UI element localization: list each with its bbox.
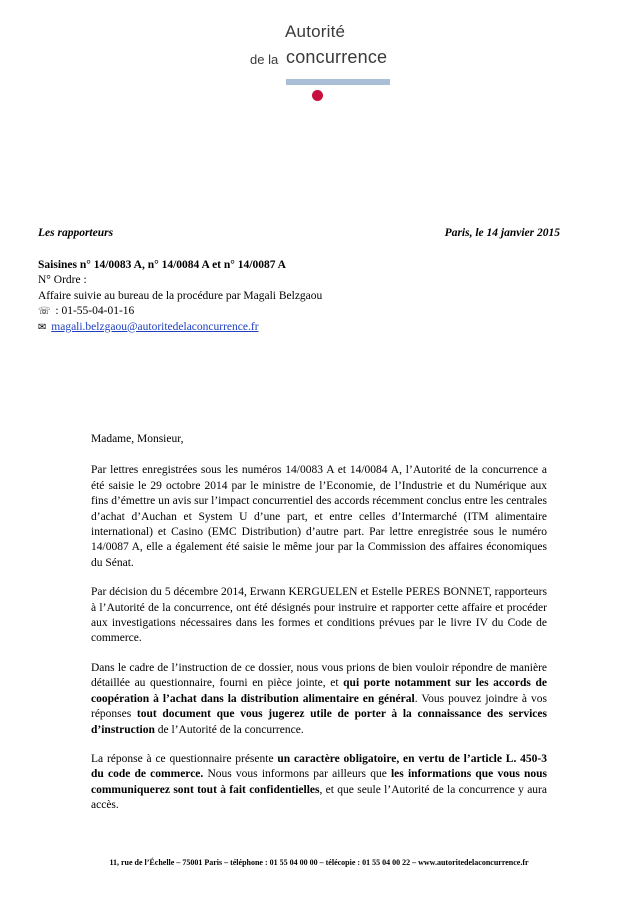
- phone-line: [38, 304, 578, 319]
- paragraph-4: [91, 752, 547, 814]
- reference-block: [38, 258, 578, 335]
- paragraph-3: [91, 661, 547, 738]
- p3-text-a: Dans le cadre de l’instruction de ce dossier, nous vous prions de bien vouloir répondre de manière détaillée au questionnaire, fourni en pièce jointe, et: [91, 661, 547, 690]
- paragraph-1: Par lettres enregistrées sous les numéros 14/0083 A et 14/0084 A, l’Autorité de la concurrence a été saisie le 29 octobre 2014 par le ministre de l’Economie, de l’Industrie et du Numérique aux fins d’émettre un avis sur l’impact concurrentiel des accords récemment conclus entre les centrales d’achat d’Auchan et System U d’une part, et entre celles d’Intermarché (ITM alimentaire international) et Casino (EMC Distribution) d’autre part. Par lettre enregistrée sous le numéro 14/0087 A, elle a également été saisie le même jour par la Commission des affaires économiques du Sénat.: [91, 464, 547, 569]
- logo-bar: [286, 79, 390, 85]
- p3-text-e: de l’Autorité de la concurrence.: [154, 723, 304, 736]
- logo-line-1: Autorité: [285, 22, 346, 41]
- p3-bold-d: tout document que vous jugerez utile de porter à la connaissance des services d’instruction: [91, 708, 547, 736]
- email-link[interactable]: magali.belzgaou@autoritedelaconcurrence.fr: [51, 320, 259, 333]
- header-date: Paris, le 14 janvier 2015: [444, 227, 560, 239]
- letter-body: [91, 432, 547, 828]
- paragraph-2: Par décision du 5 décembre 2014, Erwann KERGUELEN et Estelle PERES BONNET, rapporteurs à l’Autorité de la concurrence, ont été désignés pour instruire et rapporter cette affaire et procéder aux investigations nécessaires dans les formes et conditions prévues par le livre IV du Code de commerce.: [91, 586, 547, 645]
- phone-icon: ☏: [38, 306, 51, 318]
- authority-logo: [250, 22, 400, 106]
- p4-bold-d: les informations que vous nous communiquerez sont tout à fait confidentielles: [91, 768, 548, 796]
- logo-line-2b: concurrence: [286, 47, 388, 67]
- email-line: [38, 320, 578, 335]
- p4-text-a: La réponse à ce questionnaire présente: [91, 752, 278, 765]
- p4-text-c: Nous vous informons par ailleurs que: [203, 768, 391, 781]
- phone-number: : 01-55-04-01-16: [55, 305, 135, 318]
- envelope-icon: ✉: [38, 321, 47, 333]
- p3-text-c: . Vous pouvez joindre à vos réponses: [91, 692, 547, 721]
- footer-address: 11, rue de l’Échelle – 75001 Paris – téléphone : 01 55 04 00 00 – télécopie : 01 55 04 00 22 – www.autoritedelaconcurrence.fr: [109, 858, 529, 867]
- logo-dot: [312, 90, 323, 101]
- p4-bold-b: un caractère obligatoire, en vertu de l’article L. 450-3 du code de commerce.: [91, 752, 547, 781]
- logo-line-2a: de la: [250, 52, 279, 67]
- affaire-line: Affaire suivie au bureau de la procédure par Magali Belzgaou: [38, 289, 323, 302]
- header-rapporteurs: Les rapporteurs: [38, 227, 114, 239]
- saisines-title: Saisines n° 14/0083 A, n° 14/0084 A et n° 14/0087 A: [38, 259, 286, 271]
- p4-text-e: , et que seule l’Autorité de la concurrence y aura accès.: [91, 783, 547, 812]
- salutation: Madame, Monsieur,: [91, 433, 184, 445]
- p3-bold-b: qui porte notamment sur les accords de coopération à l’achat dans la distribution alimentaire en général: [91, 677, 547, 705]
- ordre-line: N° Ordre :: [38, 274, 87, 287]
